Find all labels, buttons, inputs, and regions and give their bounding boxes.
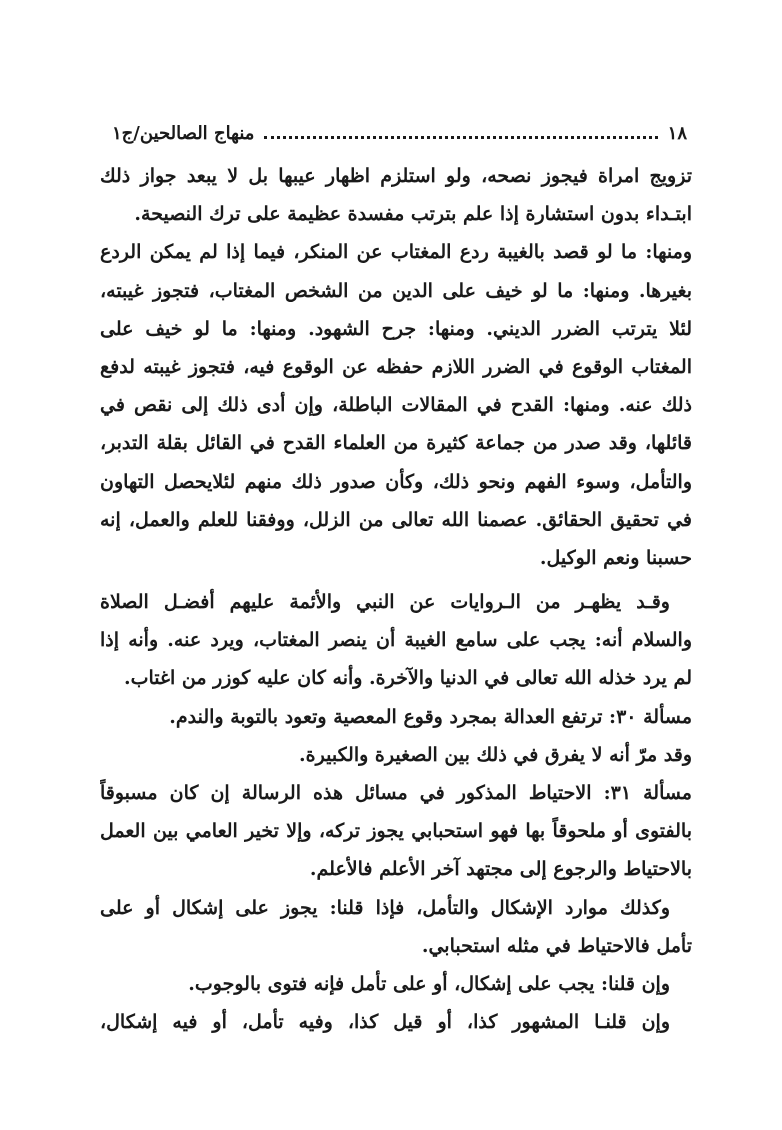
text-line: وقـد يظهـر من الـروايات عن النبي والأئمة عليهم أفضـل الصلاة	[100, 591, 670, 614]
text-line: المغتاب الوقوع في الضرر اللازم حفظه عن الوقوع فيه، فتجوز غيبته لدفع	[100, 355, 692, 378]
text-line: ومنها: ما لو قصد بالغيبة ردع المغتاب عن المنكر، فيما إذا لم يمكن الردع	[100, 241, 692, 264]
text-line: بالفتوى أو ملحوقاً بها فهو استحبابي يجوز تركه، وإلا تخير العامي بين العمل	[100, 820, 692, 843]
text-line: قائلها، وقد صدر من جماعة كثيرة من العلماء القدح في القائل بقلة التدبر،	[100, 432, 692, 455]
text-line: وكذلك موارد الإشكال والتأمل، فإذا قلنا: يجوز على إشكال أو على	[100, 896, 670, 919]
text-line: لم يرد خذله الله تعالى في الدنيا والآخرة. وأنه كان عليه كوزر من اغتاب.	[124, 667, 692, 690]
page-number: ١٨	[667, 122, 687, 144]
text-line: ابتـداء بدون استشارة إذا علم بترتب مفسدة عظيمة على ترك النصيحة.	[134, 203, 692, 226]
text-line: وقد مرّ أنه لا يفرق في ذلك بين الصغيرة والكبيرة.	[299, 743, 692, 766]
text-line: ذلك عنه. ومنها: القدح في المقالات الباطلة، وإن أدى ذلك إلى نقص في	[100, 394, 692, 417]
text-line: بغيرها. ومنها: ما لو خيف على الدين من الشخص المغتاب، فتجوز غيبته،	[100, 279, 692, 302]
text-line: والسلام أنه: يجب على سامع الغيبة أن ينصر المغتاب، ويرد عنه. وأنه إذا	[100, 629, 692, 652]
issue-31-line: مسألة ٣١: الاحتياط المذكور في مسائل هذه الرسالة إن كان مسبوقاً	[100, 782, 692, 804]
text-line: حسبنا ونعم الوكيل.	[539, 546, 692, 569]
text-line: والتأمل، وسوء الفهم ونحو ذلك، وكأن صدور ذلك منهم لئلايحصل التهاون	[100, 470, 692, 493]
running-title: منهاج الصالحين/ج١	[112, 122, 255, 144]
text-line: وإن قلنـا المشهور كذا، أو قيل كذا، وفيه تأمل، أو فيه إشكال،	[100, 1011, 670, 1034]
text-line: تأمل فالاحتياط في مثله استحبابي.	[421, 934, 692, 957]
text-line: وإن قلنا: يجب على إشكال، أو على تأمل فإنه فتوى بالوجوب.	[188, 972, 670, 995]
text-line: تزويج امراة فيجوز نصحه، ولو استلزم اظهار عيبها بل لا يبعد جواز ذلك	[100, 165, 692, 187]
running-header	[112, 116, 687, 150]
text-line: بالاحتياط والرجوع إلى مجتهد آخر الأعلم فالأعلم.	[309, 858, 692, 881]
text-line: لئلا يترتب الضرر الديني. ومنها: جرح الشهود. ومنها: ما لو خيف على	[100, 317, 692, 340]
text-line: في تحقيق الحقائق. عصمنا الله تعالى من الزلل، ووفقنا للعلم والعمل، إنه	[100, 508, 692, 531]
issue-30-line: مسألة ٣٠: ترتفع العدالة بمجرد وقوع المعصية وتعود بالتوبة والندم.	[169, 705, 692, 728]
header-dot-leader	[264, 136, 657, 139]
body-text	[100, 157, 692, 1041]
